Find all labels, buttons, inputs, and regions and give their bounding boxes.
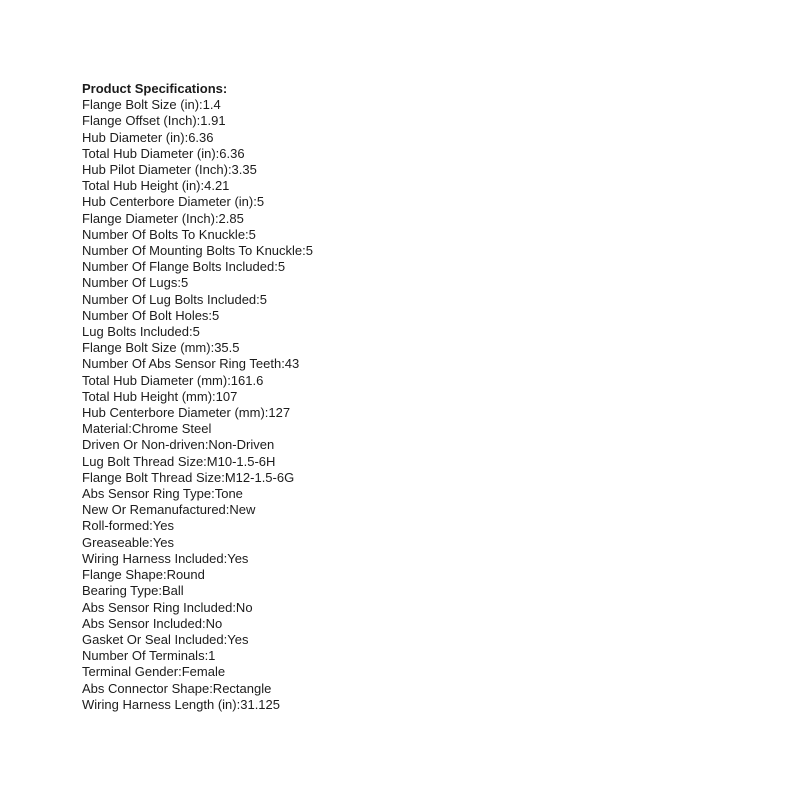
spec-line: Flange Diameter (Inch):2.85 [82, 210, 244, 226]
spec-line: Abs Sensor Ring Included:No [82, 599, 253, 615]
spec-line: Flange Bolt Thread Size:M12-1.5-6G [82, 469, 295, 485]
spec-line: Bearing Type:Ball [82, 583, 184, 599]
spec-line: Abs Connector Shape:Rectangle [82, 680, 272, 696]
spec-line: New Or Remanufactured:New [82, 502, 256, 518]
spec-line: Total Hub Height (mm):107 [82, 388, 238, 404]
spec-line: Wiring Harness Length (in):31.125 [82, 696, 280, 712]
spec-line: Flange Offset (Inch):1.91 [82, 113, 226, 129]
spec-line: Lug Bolts Included:5 [82, 324, 200, 340]
spec-line: Hub Diameter (in):6.36 [82, 129, 214, 145]
spec-line: Flange Bolt Size (in):1.4 [82, 97, 221, 113]
spec-line: Flange Shape:Round [82, 567, 205, 583]
spec-line: Wiring Harness Included:Yes [82, 550, 249, 566]
spec-line: Number Of Bolts To Knuckle:5 [82, 226, 256, 242]
spec-line: Gasket Or Seal Included:Yes [82, 631, 249, 647]
spec-line: Number Of Mounting Bolts To Knuckle:5 [82, 243, 313, 259]
spec-line: Total Hub Diameter (in):6.36 [82, 145, 245, 161]
spec-line: Hub Pilot Diameter (Inch):3.35 [82, 162, 257, 178]
spec-line: Number Of Terminals:1 [82, 648, 216, 664]
spec-line: Number Of Lug Bolts Included:5 [82, 291, 267, 307]
spec-line: Abs Sensor Ring Type:Tone [82, 486, 243, 502]
spec-line: Driven Or Non-driven:Non-Driven [82, 437, 275, 453]
spec-title: Product Specifications: [82, 81, 228, 96]
spec-line: Total Hub Height (in):4.21 [82, 178, 230, 194]
spec-line: Flange Bolt Size (mm):35.5 [82, 340, 240, 356]
spec-line: Total Hub Diameter (mm):161.6 [82, 372, 264, 388]
spec-line: Terminal Gender:Female [82, 664, 226, 680]
spec-line: Lug Bolt Thread Size:M10-1.5-6H [82, 453, 276, 469]
spec-line: Number Of Lugs:5 [82, 275, 189, 291]
spec-line: Abs Sensor Included:No [82, 615, 223, 631]
spec-block [82, 81, 313, 713]
spec-line: Greaseable:Yes [82, 534, 175, 550]
spec-line: Roll-formed:Yes [82, 518, 175, 534]
spec-line: Number Of Abs Sensor Ring Teeth:43 [82, 356, 300, 372]
spec-line: Number Of Bolt Holes:5 [82, 307, 220, 323]
spec-line: Material:Chrome Steel [82, 421, 212, 437]
spec-line: Hub Centerbore Diameter (mm):127 [82, 405, 291, 421]
spec-line: Number Of Flange Bolts Included:5 [82, 259, 286, 275]
spec-list [82, 97, 313, 713]
spec-line: Hub Centerbore Diameter (in):5 [82, 194, 265, 210]
